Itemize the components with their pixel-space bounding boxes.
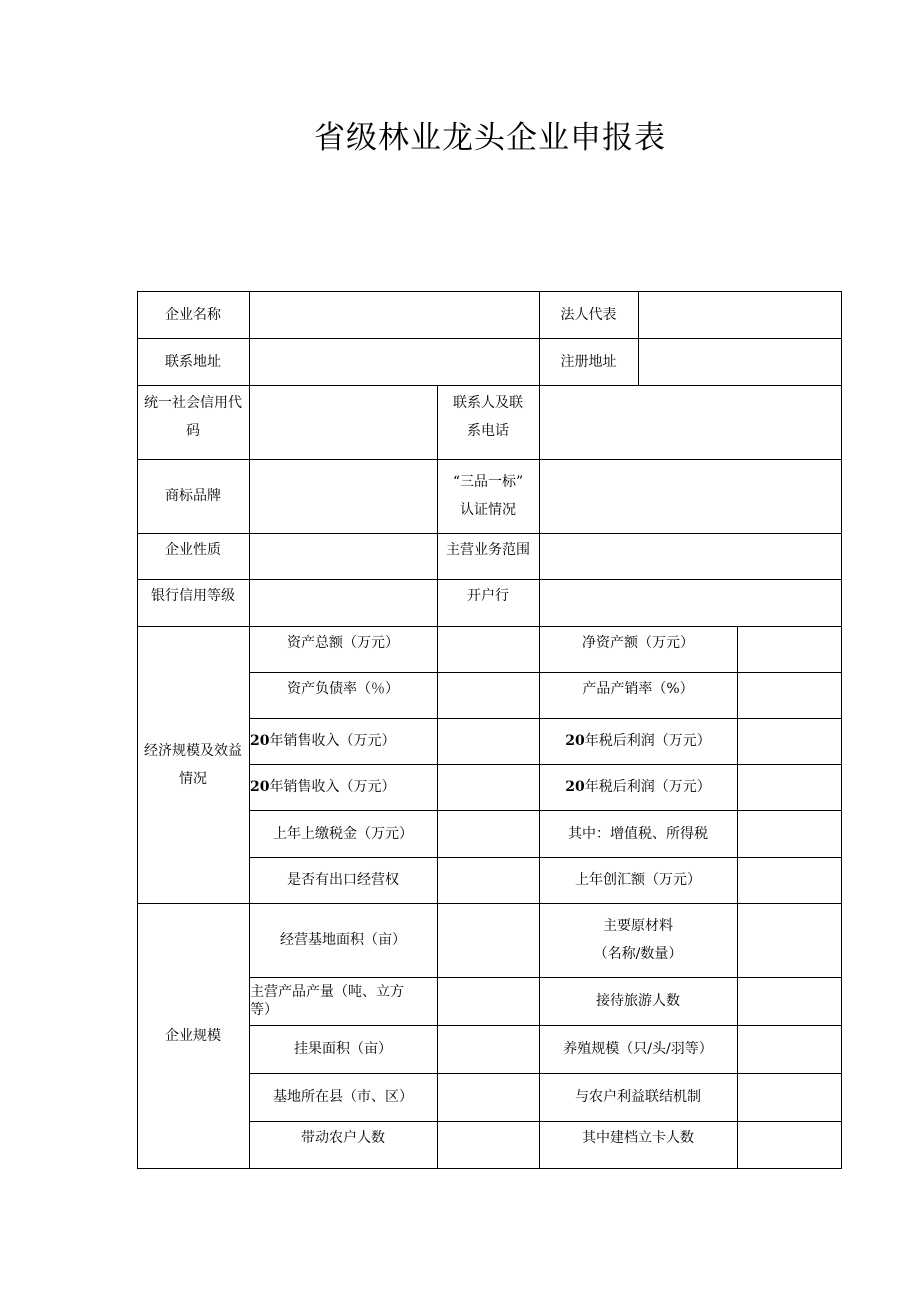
company-nature-input[interactable]: [250, 534, 437, 579]
net-assets-input[interactable]: [738, 627, 841, 672]
sales-rate-input[interactable]: [738, 673, 841, 718]
sales-rate-label: 产品产销率（%）: [582, 681, 694, 697]
net-assets-label: 净资产额（万元）: [582, 635, 694, 651]
bank-input[interactable]: [540, 580, 841, 626]
fruit-area-input[interactable]: [438, 1026, 539, 1073]
sales-income-1-input[interactable]: [438, 719, 539, 764]
profit-2-text: 年税后利润（万元）: [584, 779, 711, 795]
certification-label: [437, 459, 539, 533]
product-output-label-line1: 主营产品产量（吨、立方: [250, 984, 404, 1000]
trademark-input[interactable]: [250, 460, 437, 533]
breeding-scale-input[interactable]: [738, 1026, 841, 1073]
total-assets-label: 资产总额（万元）: [287, 635, 399, 651]
forex-earned-input[interactable]: [738, 858, 841, 903]
export-right-input[interactable]: [438, 858, 539, 903]
product-output-label-line2: 等）: [250, 1002, 278, 1018]
contact-person-label: [437, 385, 539, 459]
tax-breakdown-input[interactable]: [738, 811, 841, 857]
bank-credit-input[interactable]: [250, 580, 437, 626]
trademark-label: 商标品牌: [165, 488, 221, 504]
sales-income-1-text: 年销售收入（万元）: [269, 733, 396, 749]
contact-person-label-line1: 联系人及联: [453, 395, 523, 411]
raw-materials-label-line1: 主要原材料: [603, 918, 673, 934]
credit-code-input[interactable]: [250, 386, 437, 459]
export-right-label: 是否有出口经营权: [287, 872, 399, 888]
base-county-input[interactable]: [438, 1074, 539, 1121]
contact-person-label-line2: 系电话: [467, 423, 509, 439]
registered-address-input[interactable]: [639, 339, 841, 385]
farmers-driven-input[interactable]: [438, 1122, 539, 1169]
scale-section-label: 企业规模: [165, 1028, 221, 1044]
profit-1-year: 20: [565, 733, 585, 749]
tourists-label: 接待旅游人数: [596, 993, 680, 1009]
farmer-mechanism-input[interactable]: [738, 1074, 841, 1121]
business-scope-input[interactable]: [540, 534, 841, 579]
sales-income-1-label: [249, 718, 437, 764]
product-output-input[interactable]: [438, 978, 539, 1025]
economic-section-label: [137, 626, 249, 903]
company-name-label: 企业名称: [165, 306, 221, 323]
contact-address-label: 联系地址: [165, 353, 221, 370]
bank-credit-label: 银行信用等级: [151, 588, 235, 604]
profit-1-label: [539, 718, 737, 764]
raw-materials-label: [539, 903, 737, 977]
base-county-label: 基地所在县（市、区）: [273, 1089, 413, 1105]
tax-paid-input[interactable]: [438, 811, 539, 857]
legal-rep-input[interactable]: [639, 292, 841, 338]
tax-breakdown-label: 其中：增值税、所得税: [568, 825, 708, 842]
base-area-input[interactable]: [438, 904, 539, 977]
product-output-label: [249, 977, 437, 1025]
profit-2-year: 20: [565, 779, 585, 795]
poor-households-input[interactable]: [738, 1122, 841, 1169]
economic-section-label-line1: 经济规模及效益: [144, 742, 242, 759]
registered-address-label: 注册地址: [560, 353, 617, 370]
raw-materials-label-line2: （名称/数量）: [593, 946, 683, 962]
debt-ratio-label: 资产负债率（％）: [287, 681, 399, 697]
sales-income-1-year: 20: [250, 733, 270, 749]
contact-address-input[interactable]: [250, 339, 539, 385]
business-scope-label: 主营业务范围: [446, 542, 530, 558]
credit-code-label: [137, 385, 249, 459]
forex-earned-label: 上年创汇额（万元）: [575, 872, 701, 888]
contact-person-input[interactable]: [540, 386, 841, 459]
credit-code-label-line2: 码: [186, 423, 200, 439]
page-title: 省级林业龙头企业申报表: [314, 120, 666, 156]
profit-2-label: [539, 764, 737, 810]
breeding-scale-label: 养殖规模（只/头/羽等）: [563, 1041, 713, 1057]
economic-section-label-line2: 情况: [179, 770, 207, 787]
legal-rep-label: 法人代表: [560, 306, 617, 323]
sales-income-2-input[interactable]: [438, 765, 539, 810]
total-assets-input[interactable]: [438, 627, 539, 672]
bank-label: 开户行: [467, 588, 509, 604]
company-nature-label: 企业性质: [165, 542, 221, 558]
farmers-driven-label: 带动农户人数: [301, 1130, 385, 1146]
certification-label-line2: 认证情况: [459, 502, 516, 518]
profit-1-text: 年税后利润（万元）: [584, 733, 711, 749]
debt-ratio-input[interactable]: [438, 673, 539, 718]
fruit-area-label: 挂果面积（亩）: [294, 1041, 392, 1057]
profit-2-input[interactable]: [738, 765, 841, 810]
certification-input[interactable]: [540, 460, 841, 533]
raw-materials-input[interactable]: [738, 904, 841, 977]
profit-1-input[interactable]: [738, 719, 841, 764]
credit-code-label-line1: 统一社会信用代: [144, 395, 242, 411]
sales-income-2-year: 20: [250, 779, 270, 795]
tourists-input[interactable]: [738, 978, 841, 1025]
sales-income-2-text: 年销售收入（万元）: [269, 779, 396, 795]
company-name-input[interactable]: [250, 292, 539, 338]
poor-households-label: 其中建档立卡人数: [582, 1130, 694, 1146]
base-area-label: 经营基地面积（亩）: [280, 932, 406, 948]
farmer-mechanism-label: 与农户利益联结机制: [575, 1089, 701, 1105]
sales-income-2-label: [249, 764, 437, 810]
certification-label-line1: “三品一标”: [452, 474, 524, 490]
tax-paid-label: 上年上缴税金（万元）: [273, 825, 413, 842]
